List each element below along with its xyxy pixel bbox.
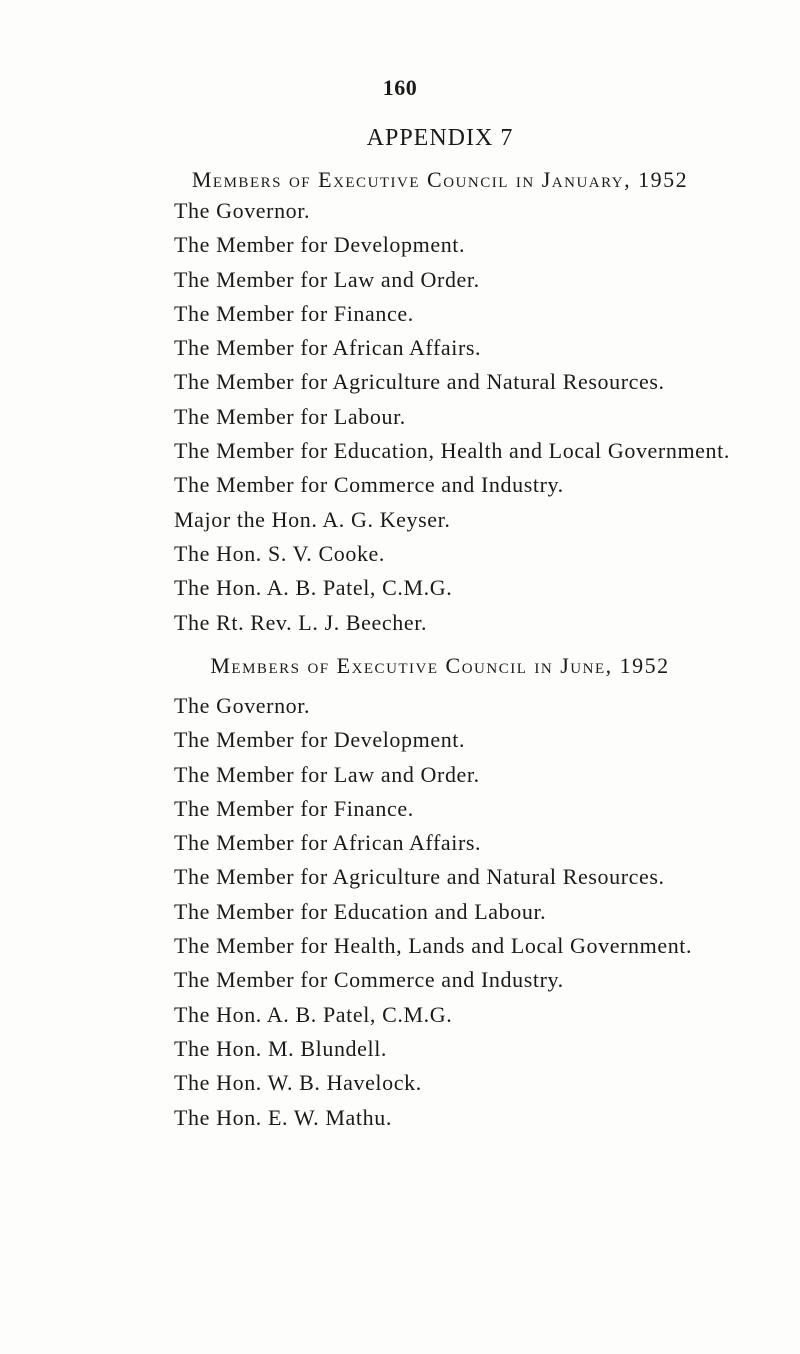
list-item: The Hon. S. V. Cooke. xyxy=(174,540,386,566)
list-item: The Hon. E. W. Mathu. xyxy=(174,1104,392,1130)
list-item: The Member for Education and Labour. xyxy=(174,898,547,924)
section-heading-june: Members of Executive Council in June, 1952 xyxy=(210,653,670,678)
section-heading-january: Members of Executive Council in January, 1952 xyxy=(191,167,689,192)
list-item: The Rt. Rev. L. J. Beecher. xyxy=(174,609,428,635)
list-item: The Member for Finance. xyxy=(174,300,414,326)
list-item: The Member for Agriculture and Natural Resources. xyxy=(174,864,665,890)
list-item: The Member for Law and Order. xyxy=(174,761,480,787)
page-number: 160 xyxy=(382,75,418,100)
list-item: The Member for Education, Health and Local Government. xyxy=(174,438,730,464)
list-item: The Member for Agriculture and Natural Resources. xyxy=(174,369,665,395)
list-item: The Member for African Affairs. xyxy=(174,335,482,361)
list-item: Major the Hon. A. G. Keyser. xyxy=(174,506,451,532)
list-item: The Member for Development. xyxy=(174,232,466,258)
member-list-january xyxy=(174,194,730,640)
list-item: The Member for Commerce and Industry. xyxy=(174,967,564,993)
list-item: The Member for Development. xyxy=(174,727,466,753)
list-item: The Member for Commerce and Industry. xyxy=(174,472,564,498)
list-item: The Hon. M. Blundell. xyxy=(174,1035,388,1061)
list-item: The Hon. W. B. Havelock. xyxy=(174,1070,422,1096)
list-item: The Member for African Affairs. xyxy=(174,830,482,856)
list-item: The Member for Law and Order. xyxy=(174,266,480,292)
list-item: The Governor. xyxy=(174,198,311,223)
list-item: The Member for Finance. xyxy=(174,795,414,821)
appendix-title: APPENDIX 7 xyxy=(366,125,514,151)
list-item: The Member for Labour. xyxy=(174,403,406,429)
list-item: The Hon. A. B. Patel, C.M.G. xyxy=(174,1001,453,1027)
list-item: The Member for Health, Lands and Local Government. xyxy=(174,933,693,959)
list-item: The Governor. xyxy=(174,693,311,718)
list-item: The Hon. A. B. Patel, C.M.G. xyxy=(174,575,453,601)
member-list-june xyxy=(174,689,692,1135)
